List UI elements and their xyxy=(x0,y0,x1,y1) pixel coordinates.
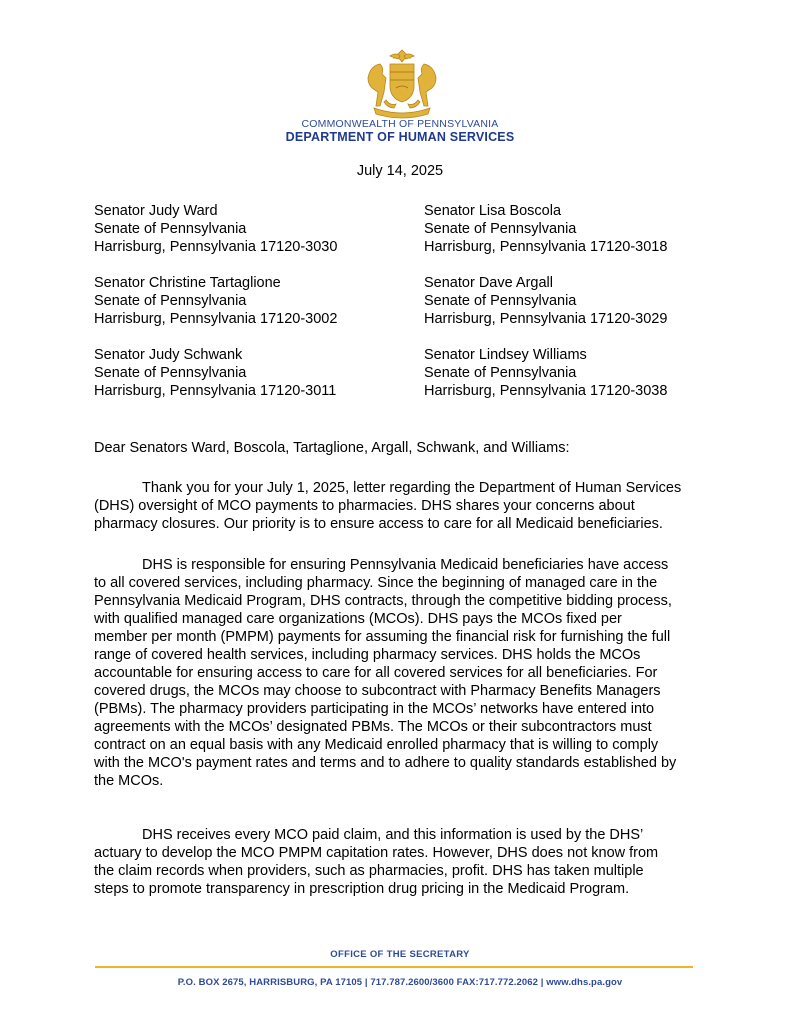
body-paragraph xyxy=(94,556,734,790)
letterhead-department: DEPARTMENT OF HUMAN SERVICES xyxy=(285,130,515,144)
paragraph-line: accountable for ensuring access to care for all covered services for all beneficiaries. For xyxy=(94,665,658,681)
letterhead-commonwealth: COMMONWEALTH OF PENNSYLVANIA xyxy=(301,118,499,130)
paragraph-line: pharmacy closures. Our priority is to ensure access to care for all Medicaid beneficiaries. xyxy=(94,516,663,532)
paragraph-line: DHS receives every MCO paid claim, and this information is used by the DHS’ xyxy=(142,827,644,843)
recipient-city: Harrisburg, Pennsylvania 17120-3011 xyxy=(94,383,337,399)
recipient-office: Senate of Pennsylvania xyxy=(94,221,247,237)
recipient-name: Senator Judy Schwank xyxy=(94,347,243,363)
paragraph-line: range of covered health services, including pharmacy services. DHS holds the MCOs xyxy=(94,647,641,663)
salutation: Dear Senators Ward, Boscola, Tartaglione, Argall, Schwank, and Williams: xyxy=(94,440,570,456)
paragraph-line: (PBMs). The pharmacy providers participating in the MCOs’ networks have entered into xyxy=(94,701,655,717)
recipient-name: Senator Lindsey Williams xyxy=(424,347,587,363)
paragraph-line: contract on an equal basis with any Medicaid enrolled pharmacy that is willing to comply xyxy=(94,737,659,753)
recipient-office: Senate of Pennsylvania xyxy=(424,293,577,309)
recipient-name: Senator Lisa Boscola xyxy=(424,203,562,219)
recipient-city: Harrisburg, Pennsylvania 17120-3002 xyxy=(94,311,338,327)
recipient-name: Senator Judy Ward xyxy=(94,203,218,219)
footer-address: P.O. BOX 2675, HARRISBURG, PA 17105 | 717.787.2600/3600 FAX:717.772.2062 | www.dhs.pa.gov xyxy=(177,977,623,988)
paragraph-line: steps to promote transparency in prescription drug pricing in the Medicaid Program. xyxy=(94,881,630,897)
footer-divider xyxy=(95,966,693,968)
recipient-address-block xyxy=(424,202,667,256)
recipient-address-block xyxy=(424,346,667,400)
body-paragraph xyxy=(94,826,734,898)
recipient-city: Harrisburg, Pennsylvania 17120-3030 xyxy=(94,239,338,255)
letter-date: July 14, 2025 xyxy=(356,163,444,179)
recipient-address-block xyxy=(94,202,337,256)
recipient-city: Harrisburg, Pennsylvania 17120-3038 xyxy=(424,383,668,399)
recipient-address-block xyxy=(94,346,336,400)
recipient-address-block xyxy=(424,274,667,328)
recipient-city: Harrisburg, Pennsylvania 17120-3018 xyxy=(424,239,668,255)
paragraph-line: (DHS) oversight of MCO payments to pharmacies. DHS shares your concerns about xyxy=(94,498,635,514)
paragraph-line: member per month (PMPM) payments for assuming the financial risk for furnishing the full xyxy=(94,629,671,645)
paragraph-line: Pennsylvania Medicaid Program, DHS contracts, through the competitive bidding process, xyxy=(94,593,672,609)
paragraph-line: actuary to develop the MCO PMPM capitation rates. However, DHS does not know from xyxy=(94,845,659,861)
paragraph-line: to all covered services, including pharmacy. Since the beginning of managed care in the xyxy=(94,575,658,591)
recipient-office: Senate of Pennsylvania xyxy=(94,293,247,309)
recipient-city: Harrisburg, Pennsylvania 17120-3029 xyxy=(424,311,668,327)
paragraph-line: with the MCO's payment rates and terms and to adhere to quality standards established by xyxy=(94,755,677,771)
recipient-office: Senate of Pennsylvania xyxy=(424,221,577,237)
paragraph-line: Thank you for your July 1, 2025, letter regarding the Department of Human Services xyxy=(142,480,682,496)
recipient-name: Senator Christine Tartaglione xyxy=(94,275,281,291)
paragraph-line: with qualified managed care organizations (MCOs). DHS pays the MCOs fixed per xyxy=(94,611,622,627)
pennsylvania-seal-icon xyxy=(360,48,444,120)
paragraph-line: covered drugs, the MCOs may choose to subcontract with Pharmacy Benefits Managers xyxy=(94,683,661,699)
recipient-office: Senate of Pennsylvania xyxy=(94,365,247,381)
footer-office: OFFICE OF THE SECRETARY xyxy=(330,949,470,960)
paragraph-line: agreements with the MCOs’ designated PBMs. The MCOs or their subcontractors must xyxy=(94,719,652,735)
body-paragraph xyxy=(94,479,734,533)
recipient-name: Senator Dave Argall xyxy=(424,275,553,291)
recipient-office: Senate of Pennsylvania xyxy=(424,365,577,381)
recipient-address-block xyxy=(94,274,337,328)
paragraph-line: the MCOs. xyxy=(94,773,164,789)
paragraph-line: DHS is responsible for ensuring Pennsylvania Medicaid beneficiaries have access xyxy=(142,557,669,573)
paragraph-line: the claim records when providers, such as pharmacies, profit. DHS has taken multiple xyxy=(94,863,644,879)
